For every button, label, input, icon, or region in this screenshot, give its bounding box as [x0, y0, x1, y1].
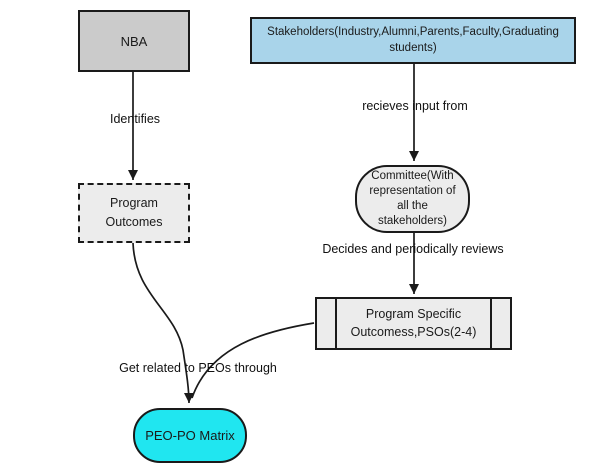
stakeholders-node	[250, 17, 576, 64]
edge-label-receives-input-from: recieves input from	[362, 99, 468, 113]
pso-right-bar	[490, 297, 492, 350]
edge-label-identifies: Identifies	[109, 112, 161, 126]
program-outcomes-node	[78, 183, 190, 243]
pso-left-bar	[335, 297, 337, 350]
pso-node	[315, 297, 512, 350]
edge-label-decides-and-periodically-reviews: Decides and periodically reviews	[322, 242, 504, 256]
connector-program-outcomes-to-peo-po-matrix	[133, 243, 189, 403]
committee-label: Committee(With representation of all the stakeholders)	[369, 170, 456, 227]
committee-node	[355, 165, 470, 233]
program-outcomes-label: Program Outcomes	[105, 196, 163, 229]
stakeholders-label: Stakeholders(Industry,Alumni,Parents,Faculty,Graduating students)	[267, 25, 559, 54]
edge-label-get-related-to-peos-through: Get related to PEOs through	[119, 361, 277, 375]
pso-label: Program Specific Outcomess,PSOs(2-4)	[350, 307, 477, 339]
nba-node	[78, 10, 190, 72]
peo-po-matrix-label: PEO-PO Matrix	[145, 428, 235, 443]
nba-label: NBA	[120, 33, 148, 49]
peo-po-matrix-node	[133, 408, 247, 463]
